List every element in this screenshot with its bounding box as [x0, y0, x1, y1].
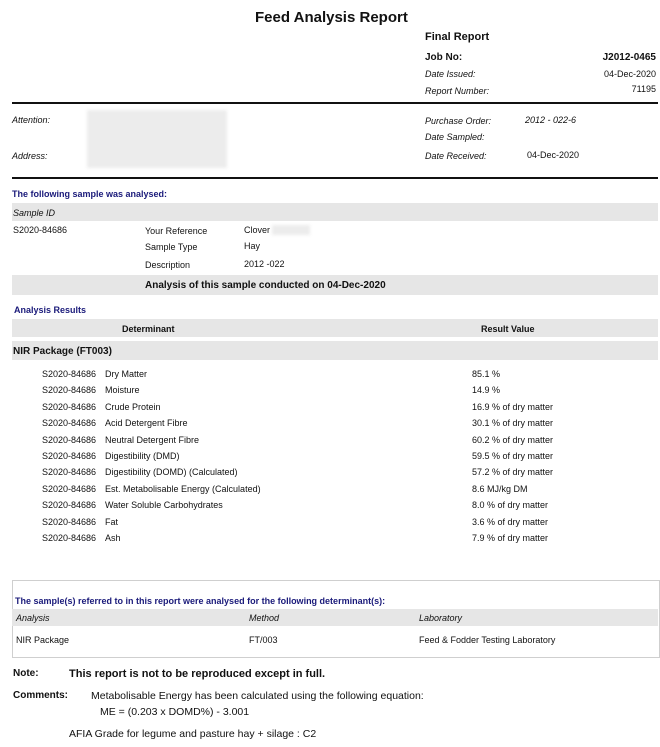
col-laboratory: Laboratory	[419, 613, 463, 623]
date-issued-label: Date Issued:	[425, 69, 476, 79]
result-sample-id: S2020-84686	[42, 418, 97, 429]
result-sample-id: S2020-84686	[42, 533, 97, 543]
col-result-value: Result Value	[481, 324, 535, 334]
result-value: 30.1 % of dry matter	[472, 418, 554, 429]
methods-header-band	[12, 609, 658, 626]
result-sample-id: S2020-84686	[42, 434, 97, 445]
note-label: Note:	[13, 668, 39, 679]
date-issued-value: 04-Dec-2020	[603, 69, 656, 79]
result-determinant: Acid Detergent Fibre	[105, 418, 188, 429]
comments-text: Metabolisable Energy has been calculated using the following equation:	[91, 690, 424, 702]
note-text: This report is not to be reproduced except in full.	[69, 668, 326, 680]
result-determinant: Crude Protein	[105, 401, 161, 412]
sample-id-value: S2020-84686	[13, 225, 68, 235]
result-value: 8.0 % of dry matter	[472, 500, 549, 511]
your-reference-value: Clover	[244, 225, 271, 235]
result-sample-id: S2020-84686	[42, 483, 97, 494]
result-determinant: Fat	[105, 516, 119, 527]
result-value: 57.2 % of dry matter	[472, 467, 554, 478]
sample-type-value: Hay	[244, 241, 261, 251]
report-status: Final Report	[425, 31, 490, 43]
result-determinant: Digestibility (DOMD) (Calculated)	[105, 467, 238, 478]
result-determinant: Neutral Detergent Fibre	[105, 434, 200, 445]
method-value: FT/003	[249, 635, 278, 645]
sample-id-header-band	[12, 203, 658, 221]
col-analysis: Analysis	[16, 613, 50, 623]
package-label: NIR Package (FT003)	[13, 346, 112, 357]
description-label: Description	[145, 260, 191, 270]
attention-label: Attention:	[12, 115, 51, 125]
sample-section-title: The following sample was analysed:	[12, 189, 168, 199]
result-determinant: Water Soluble Carbohydrates	[105, 500, 223, 511]
job-no-label: Job No:	[425, 52, 463, 63]
comments-label: Comments:	[13, 690, 69, 701]
redacted-address-block	[87, 110, 227, 168]
afia-grade: AFIA Grade for legume and pasture hay + silage : C2	[69, 728, 317, 740]
col-method: Method	[249, 613, 280, 623]
result-value: 59.5 % of dry matter	[472, 451, 554, 461]
result-determinant: Digestibility (DMD)	[105, 451, 180, 461]
result-sample-id: S2020-84686	[42, 401, 97, 412]
result-value: 85.1 %	[472, 369, 501, 379]
report-number-label: Report Number:	[425, 86, 490, 96]
analysis-value: NIR Package	[16, 635, 70, 645]
result-value: 8.6 MJ/kg DM	[472, 483, 528, 494]
result-sample-id: S2020-84686	[42, 451, 97, 461]
sample-id-label: Sample ID	[13, 208, 56, 218]
result-value: 7.9 % of dry matter	[472, 533, 549, 543]
result-determinant: Est. Metabolisable Energy (Calculated)	[105, 483, 261, 494]
me-equation: ME = (0.203 x DOMD%) - 3.001	[100, 706, 250, 718]
address-label: Address:	[12, 151, 48, 161]
result-value: 14.9 %	[472, 385, 501, 396]
header-divider	[12, 102, 658, 104]
result-sample-id: S2020-84686	[42, 369, 97, 379]
date-received-value: 04-Dec-2020	[527, 150, 580, 160]
laboratory-value: Feed & Fodder Testing Laboratory	[419, 635, 556, 645]
your-reference-label: Your Reference	[145, 226, 208, 236]
results-header-band	[12, 319, 658, 337]
result-value: 3.6 % of dry matter	[472, 516, 549, 527]
report-number-value: 71195	[631, 84, 656, 94]
redacted-reference	[272, 225, 310, 235]
col-determinant: Determinant	[122, 324, 175, 334]
purchase-order-value: 2012 - 022-6	[525, 115, 577, 125]
result-sample-id: S2020-84686	[42, 467, 97, 478]
result-value: 16.9 % of dry matter	[472, 401, 554, 412]
description-value: 2012 -022	[244, 259, 285, 269]
date-received-label: Date Received:	[425, 151, 487, 161]
job-no-value: J2012-0465	[602, 52, 656, 63]
result-determinant: Ash	[105, 533, 121, 543]
sample-type-label: Sample Type	[145, 242, 198, 252]
result-determinant: Moisture	[105, 385, 140, 396]
result-value: 60.2 % of dry matter	[472, 434, 554, 445]
report-title: Feed Analysis Report	[255, 9, 408, 26]
date-sampled-label: Date Sampled:	[425, 132, 485, 142]
result-determinant: Dry Matter	[105, 369, 148, 379]
methods-section-title: The sample(s) referred to in this report were analysed for the following determinant(s):	[15, 596, 386, 606]
result-sample-id: S2020-84686	[42, 385, 97, 396]
conducted-text: Analysis of this sample conducted on 04-Dec-2020	[145, 280, 386, 291]
client-divider	[12, 177, 658, 179]
results-section-title: Analysis Results	[14, 305, 87, 315]
result-sample-id: S2020-84686	[42, 500, 97, 511]
purchase-order-label: Purchase Order:	[425, 116, 492, 126]
result-sample-id: S2020-84686	[42, 516, 97, 527]
